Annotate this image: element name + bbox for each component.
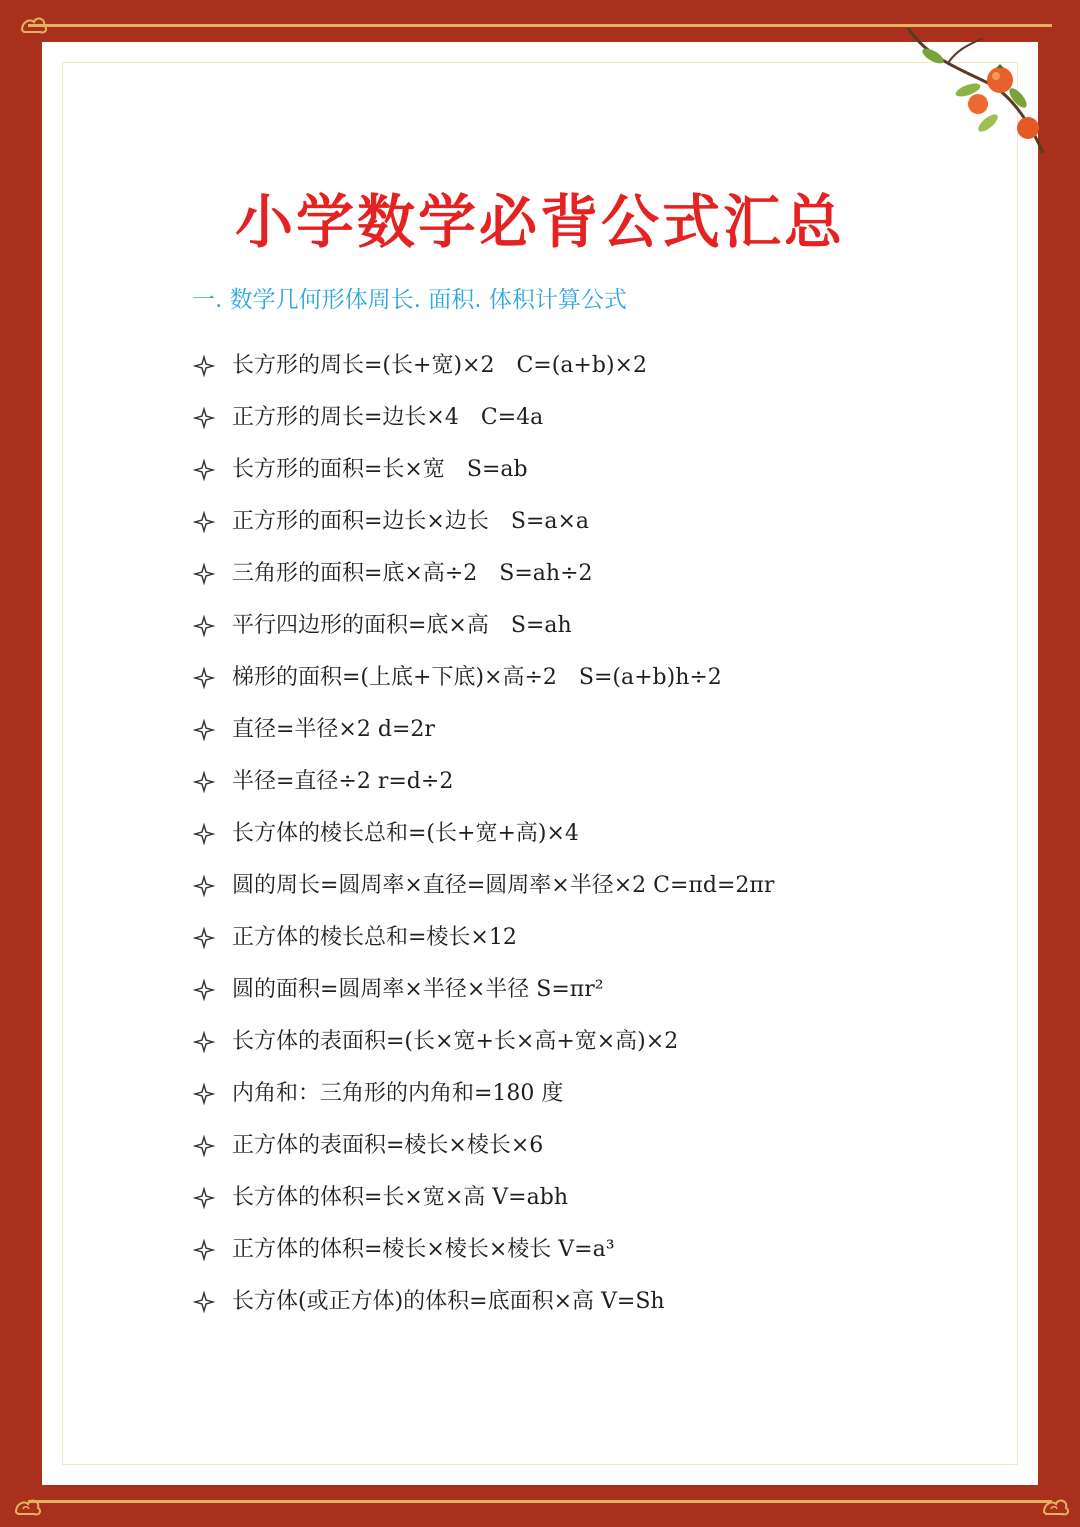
section-heading: 一. 数学几何形体周长. 面积. 体积计算公式	[192, 287, 627, 313]
list-item	[192, 1224, 774, 1276]
frame-top-gold-line	[28, 24, 1052, 27]
list-item	[192, 756, 774, 808]
list-item	[192, 392, 774, 444]
formula-text: 内角和：三角形的内角和=180 度	[232, 1081, 564, 1106]
formula-text: 正方形的周长=边长×4 C=4a	[232, 405, 544, 430]
formula-text: 长方形的周长=(长+宽)×2 C=(a+b)×2	[232, 353, 647, 378]
four-point-star-icon	[192, 510, 216, 534]
cloud-ornament-icon	[12, 1490, 42, 1520]
formula-text: 半径=直径÷2 r=d÷2	[232, 769, 454, 794]
four-point-star-icon	[192, 406, 216, 430]
list-item	[192, 652, 774, 704]
formula-text: 长方体的体积=长×宽×高 V=abh	[232, 1185, 568, 1210]
four-point-star-icon	[192, 874, 216, 898]
document-page	[42, 42, 1038, 1485]
formula-list	[192, 340, 774, 1328]
list-item	[192, 496, 774, 548]
formula-text: 梯形的面积=(上底+下底)×高÷2 S=(a+b)h÷2	[232, 665, 722, 690]
four-point-star-icon	[192, 458, 216, 482]
list-item	[192, 964, 774, 1016]
list-item	[192, 340, 774, 392]
list-item	[192, 600, 774, 652]
page-title: 小学数学必背公式汇总	[234, 188, 845, 256]
list-item	[192, 1120, 774, 1172]
four-point-star-icon	[192, 822, 216, 846]
four-point-star-icon	[192, 926, 216, 950]
four-point-star-icon	[192, 1082, 216, 1106]
formula-text: 三角形的面积=底×高÷2 S=ah÷2	[232, 561, 593, 586]
four-point-star-icon	[192, 1030, 216, 1054]
formula-text: 长方体的表面积=(长×宽+长×高+宽×高)×2	[232, 1029, 679, 1054]
cloud-ornament-icon	[18, 8, 48, 38]
list-item	[192, 1172, 774, 1224]
frame-bottom-gold-line	[28, 1500, 1052, 1503]
cloud-ornament-icon	[1040, 1490, 1070, 1520]
formula-text: 正方体的棱长总和=棱长×12	[232, 925, 517, 950]
formula-text: 正方体的体积=棱长×棱长×棱长 V=a³	[232, 1237, 615, 1262]
list-item	[192, 1016, 774, 1068]
four-point-star-icon	[192, 1134, 216, 1158]
formula-text: 平行四边形的面积=底×高 S=ah	[232, 613, 572, 638]
four-point-star-icon	[192, 1290, 216, 1314]
four-point-star-icon	[192, 770, 216, 794]
four-point-star-icon	[192, 562, 216, 586]
formula-text: 直径=半径×2 d=2r	[232, 717, 435, 742]
persimmon-branch-icon	[888, 28, 1048, 158]
formula-text: 圆的周长=圆周率×直径=圆周率×半径×2 C=πd=2πr	[232, 873, 775, 898]
list-item	[192, 1276, 774, 1328]
list-item	[192, 444, 774, 496]
four-point-star-icon	[192, 718, 216, 742]
four-point-star-icon	[192, 354, 216, 378]
list-item	[192, 1068, 774, 1120]
formula-text: 圆的面积=圆周率×半径×半径 S=πr²	[232, 977, 604, 1002]
four-point-star-icon	[192, 1238, 216, 1262]
formula-text: 长方形的面积=长×宽 S=ab	[232, 457, 528, 482]
list-item	[192, 860, 774, 912]
four-point-star-icon	[192, 614, 216, 638]
four-point-star-icon	[192, 1186, 216, 1210]
formula-text: 正方形的面积=边长×边长 S=a×a	[232, 509, 590, 534]
formula-text: 长方体的棱长总和=(长+宽+高)×4	[232, 821, 579, 846]
list-item	[192, 704, 774, 756]
list-item	[192, 548, 774, 600]
formula-text: 正方体的表面积=棱长×棱长×6	[232, 1133, 544, 1158]
four-point-star-icon	[192, 666, 216, 690]
four-point-star-icon	[192, 978, 216, 1002]
list-item	[192, 912, 774, 964]
formula-text: 长方体(或正方体)的体积=底面积×高 V=Sh	[232, 1289, 665, 1314]
list-item	[192, 808, 774, 860]
